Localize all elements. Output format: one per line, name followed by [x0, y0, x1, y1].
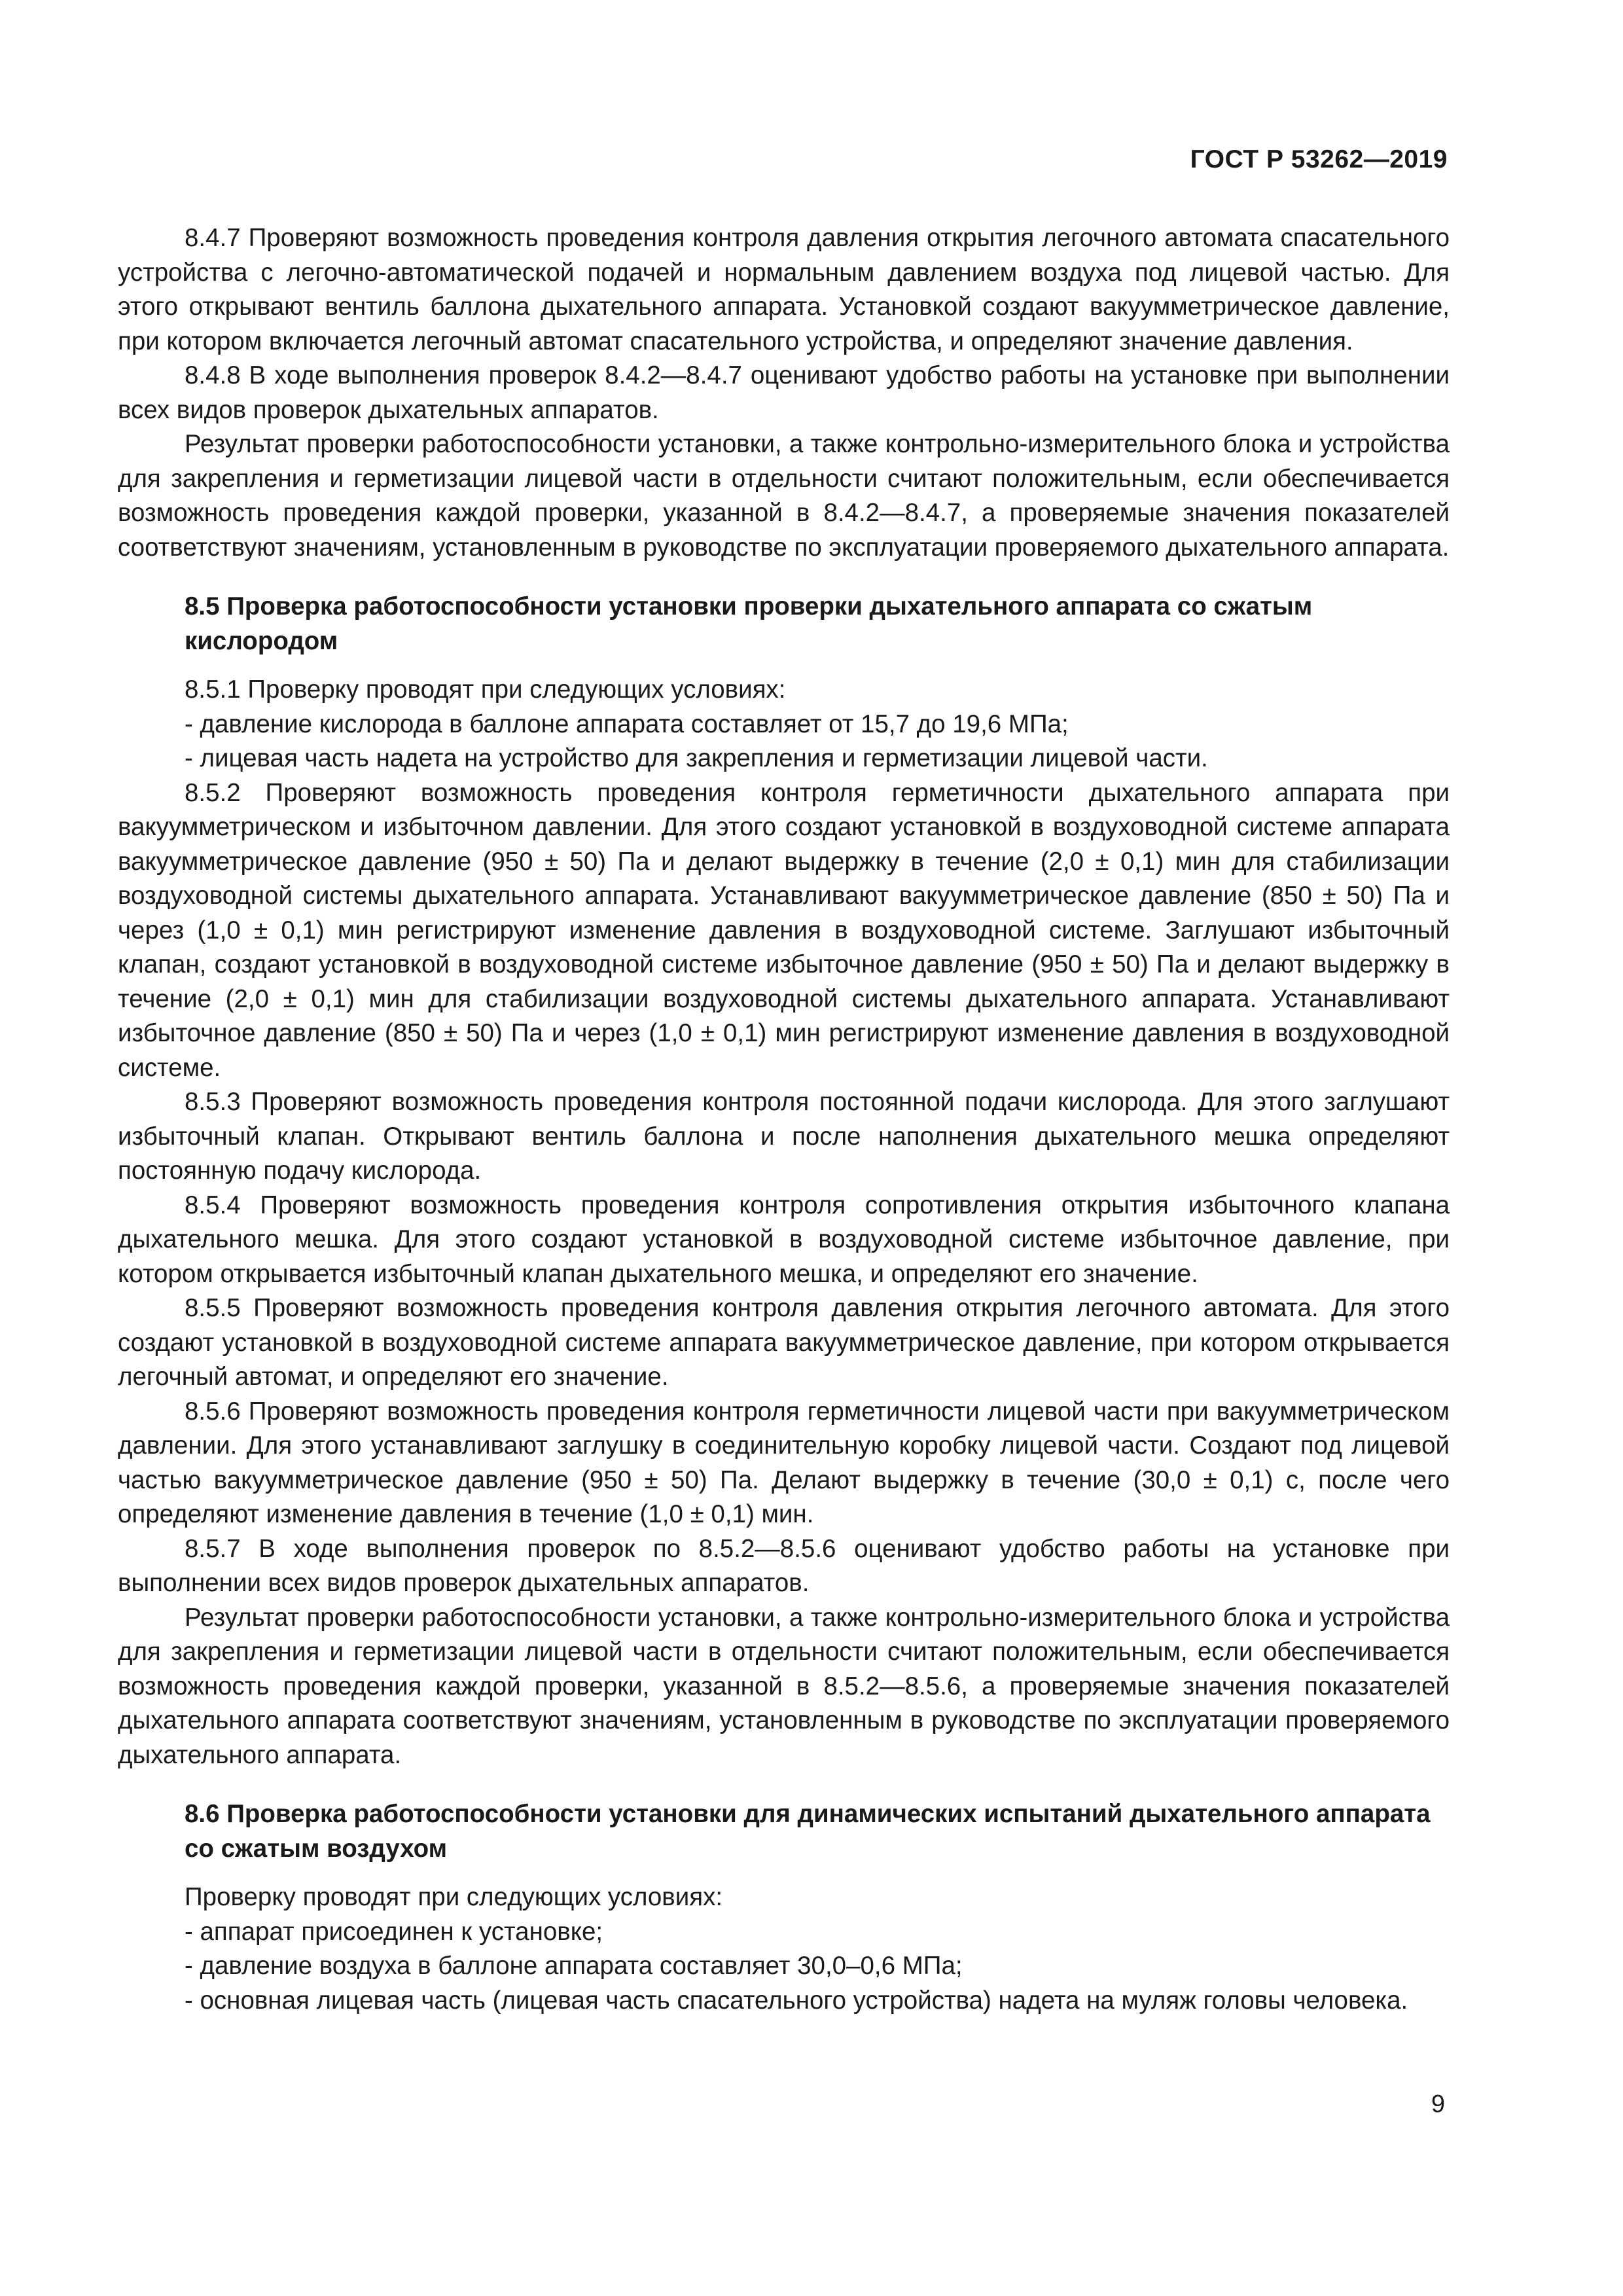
- document-body: [118, 221, 1450, 2018]
- section-heading-8-6: 8.6 Проверка работоспособности установки для динамических испытаний дыхательного аппарата со сжатым воздухом: [185, 1800, 1431, 1863]
- paragraph-8-5-5: 8.5.5 Проверяют возможность проведения контроля давления открытия легочного автомата. Для этого создают установкой в воздуховодной системе аппарата вакуумметрическое давление, при котором открывается легочный автомат, и определяют его значение.: [118, 1294, 1450, 1391]
- list-item-head-dummy: - основная лицевая часть (лицевая часть спасательного устройства) надета на муляж головы человека.: [185, 1986, 1408, 2015]
- list-item-face-mask-mounted: - лицевая часть надета на устройство для закрепления и герметизации лицевой части.: [185, 744, 1208, 772]
- paragraph-8-5-3: 8.5.3 Проверяют возможность проведения контроля постоянной подачи кислорода. Для этого заглушают избыточный клапан. Открывают вентиль баллона и после наполнения дыхательного мешка определяют постоянную подачу кислорода.: [118, 1088, 1450, 1185]
- document-code: ГОСТ Р 53262—2019: [1190, 145, 1448, 173]
- paragraph-8-5-1: 8.5.1 Проверку проводят при следующих условиях:: [185, 675, 786, 704]
- paragraph-8-4-7: 8.4.7 Проверяют возможность проведения контроля давления открытия легочного автомата спасательного устройства с легочно-автоматической подачей и нормальным давлением воздуха под лицевой частью. Для этого открывают вентиль баллона дыхательного аппарата. Установкой создают вакуумметрическое давление, при котором включается легочный автомат спасательного устройства, и определяют значение давления.: [118, 224, 1450, 355]
- paragraph-8-5-4: 8.5.4 Проверяют возможность проведения контроля сопротивления открытия избыточного клапана дыхательного мешка. Для этого создают установкой в воздуховодной системе избыточное давление, при котором открывается избыточный клапан дыхательного мешка, и определяют его значение.: [118, 1191, 1450, 1288]
- paragraph-8-5-6: 8.5.6 Проверяют возможность проведения контроля герметичности лицевой части при вакуумметрическом давлении. Для этого устанавливают заглушку в соединительную коробку лицевой части. Создают под лицевой частью вакуумметрическое давление (950 ± 50) Па. Делают выдержку в течение (30,0 ± 0,1) с, после чего определяют изменение давления в течение (1,0 ± 0,1) мин.: [118, 1397, 1450, 1528]
- paragraph-8-5-2: 8.5.2 Проверяют возможность проведения контроля герметичности дыхательного аппарата при вакуумметрическом и избыточном давлении. Для этого создают установкой в воздуховодной системе аппарата вакуумметрическое давление (950 ± 50) Па и делают выдержку в течение (2,0 ± 0,1) мин для стабилизации воздуховодной системы дыхательного аппарата. Устанавливают вакуумметрическое давление (850 ± 50) Па и через (1,0 ± 0,1) мин регистрируют изменение давления в воздуховодной системе. Заглушают избыточный клапан, создают установкой в воздуховодной системе избыточное давление (950 ± 50) Па и делают выдержку в течение (2,0 ± 0,1) мин для стабилизации воздуховодной системы дыхательного аппарата. Устанавливают избыточное давление (850 ± 50) Па и через (1,0 ± 0,1) мин регистрируют изменение давления в воздуховодной системе.: [118, 778, 1450, 1082]
- list-item-air-pressure: - давление воздуха в баллоне аппарата составляет 30,0–0,6 МПа;: [185, 1952, 963, 1980]
- paragraph-8-4-8: 8.4.8 В ходе выполнения проверок 8.4.2—8.4.7 оценивают удобство работы на установке при выполнении всех видов проверок дыхательных аппаратов.: [118, 361, 1450, 424]
- paragraph-result-8-5: Результат проверки работоспособности установки, а также контрольно-измерительного блока и устройства для закрепления и герметизации лицевой части в отдельности считают положительным, если обеспечивается возможность проведения каждой проверки, указанной в 8.5.2—8.5.6, а проверяемые значения показателей дыхательного аппарата соответствуют значениям, установленным в руководстве по эксплуатации проверяемого дыхательного аппарата.: [118, 1603, 1450, 1769]
- page-number: 9: [1431, 2090, 1445, 2118]
- paragraph-result-8-4: Результат проверки работоспособности установки, а также контрольно-измерительного блока и устройства для закрепления и герметизации лицевой части в отдельности считают положительным, если обеспечивается возможность проведения каждой проверки, указанной в 8.4.2—8.4.7, а проверяемые значения показателей соответствуют значениям, установленным в руководстве по эксплуатации проверяемого дыхательного аппарата.: [118, 430, 1450, 562]
- section-heading-8-5: 8.5 Проверка работоспособности установки проверки дыхательного аппарата со сжатым кислородом: [185, 592, 1313, 655]
- paragraph-8-5-7: 8.5.7 В ходе выполнения проверок по 8.5.2—8.5.6 оценивают удобство работы на установке при выполнении всех видов проверок дыхательных аппаратов.: [118, 1534, 1450, 1597]
- paragraph-8-6-conditions: Проверку проводят при следующих условиях:: [185, 1883, 723, 1911]
- list-item-oxygen-pressure: - давление кислорода в баллоне аппарата составляет от 15,7 до 19,6 МПа;: [185, 709, 1069, 738]
- list-item-apparatus-connected: - аппарат присоединен к установке;: [185, 1917, 603, 1946]
